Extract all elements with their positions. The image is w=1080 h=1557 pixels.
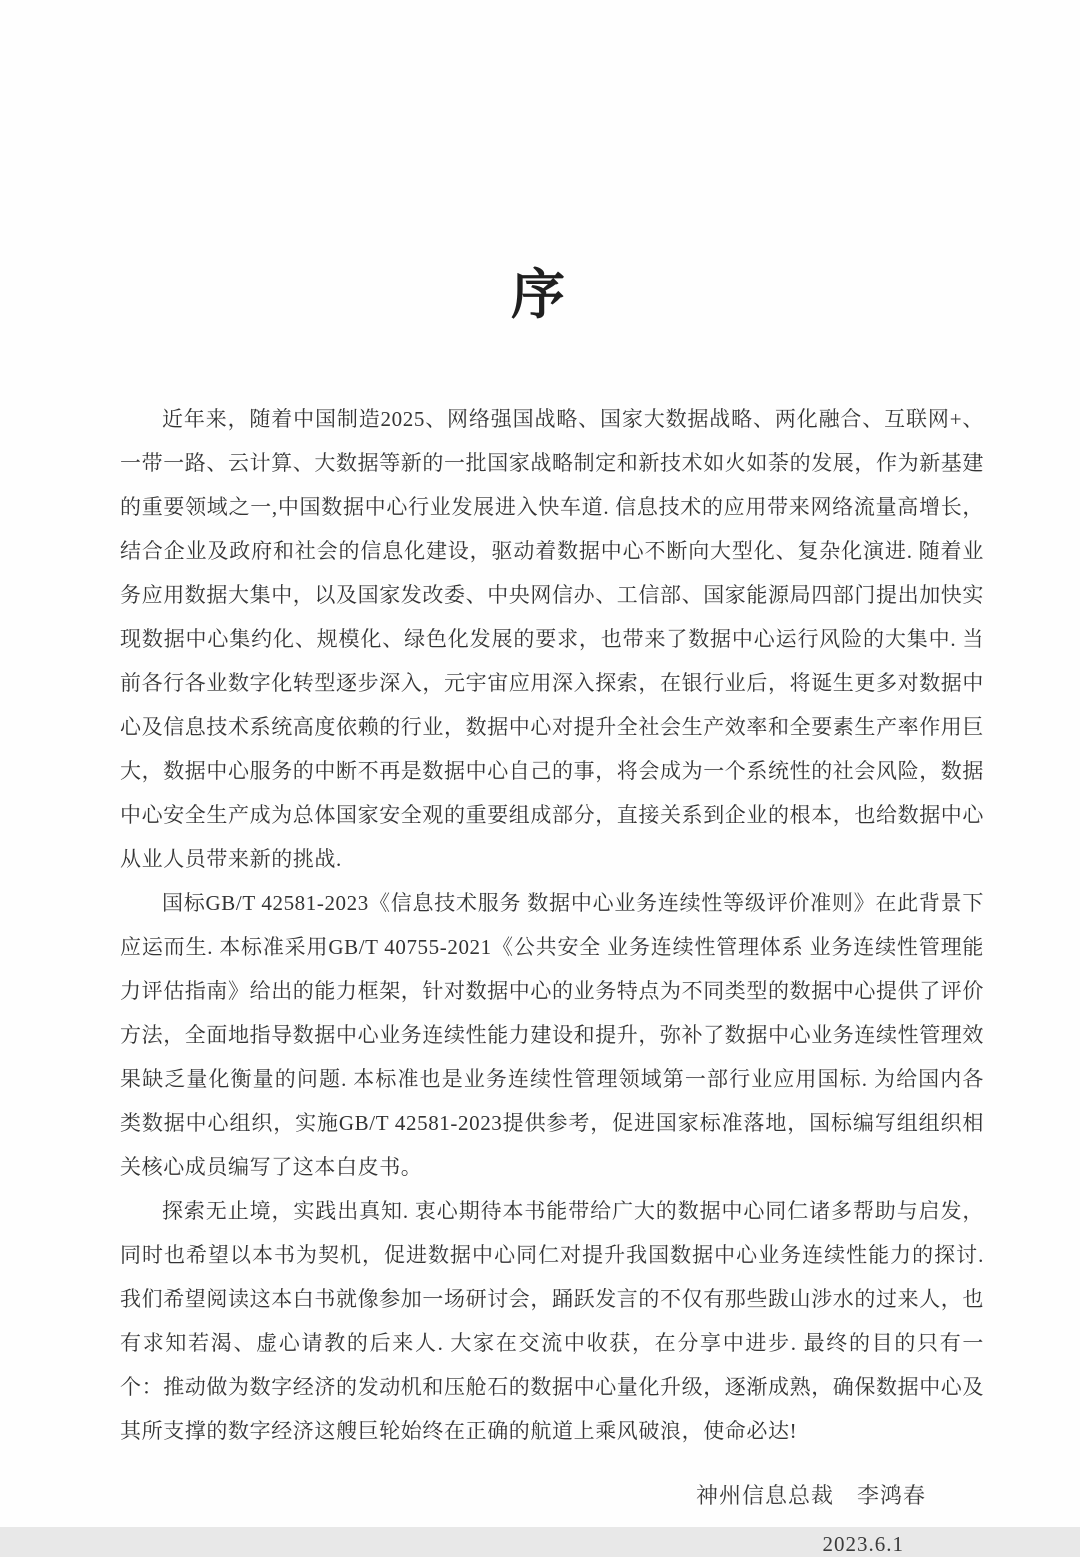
signature-name: 神州信息总裁 李鸿春 xyxy=(695,1483,926,1508)
paragraph-2: 国标GB/T 42581-2023《信息技术服务 数据中心业务连续性等级评价准则》在此背景下应运而生. 本标准采用GB/T 40755-2021《公共安全 业务连续性管理体系 业务连续性管理能力评估指南》给出的能力框架，针对数据中心的业务特点为不同类型的数据中心提供了评价方法，全面地指导数据中心业务连续性能力建设和提升，弥补了数据中心业务连续性管理效果缺乏量化衡量的问题. 本标准也是业务连续性管理领域第一部行业应用国标. 为给国内各类数据中心组织，实施GB/T 42581-2023提供参考，促进国家标准落地，国标编写组组织相关核心成员编写了这本白皮书。 xyxy=(120,891,984,1179)
page-title: 序 xyxy=(511,265,569,325)
paragraph-3: 探索无止境，实践出真知. 衷心期待本书能带给广大的数据中心同仁诸多帮助与启发，同时也希望以本书为契机，促进数据中心同仁对提升我国数据中心业务连续性能力的探讨. 我们希望阅读这本白书就像参加一场研讨会，踊跃发言的不仅有那些跋山涉水的过来人，也有求知若渴、虚心请教的后来人. 大家在交流中收获，在分享中进步. 最终的目的只有一个：推动做为数字经济的发动机和压舱石的数据中心量化升级，逐渐成熟，确保数据中心及其所支撑的数字经济这艘巨轮始终在正确的航道上乘风破浪，使命必达! xyxy=(120,1199,984,1443)
paragraph-1: 近年来，随着中国制造2025、网络强国战略、国家大数据战略、两化融合、互联网+、一带一路、云计算、大数据等新的一批国家战略制定和新技术如火如荼的发展，作为新基建的重要领域之一,中国数据中心行业发展进入快车道. 信息技术的应用带来网络流量高增长，结合企业及政府和社会的信息化建设，驱动着数据中心不断向大型化、复杂化演进. 随着业务应用数据大集中，以及国家发改委、中央网信办、工信部、国家能源局四部门提出加快实现数据中心集约化、规模化、绿色化发展的要求，也带来了数据中心运行风险的大集中. 当前各行各业数字化转型逐步深入，元宇宙应用深入探索，在银行业后，将诞生更多对数据中心及信息技术系统高度依赖的行业，数据中心对提升全社会生产效率和全要素生产率作用巨大，数据中心服务的中断不再是数据中心自己的事，将会成为一个系统性的社会风险，数据中心安全生产成为总体国家安全观的重要组成部分，直接关系到企业的根本，也给数据中心从业人员带来新的挑战. xyxy=(120,407,984,871)
signature-date: 2023.6.1 xyxy=(822,1532,904,1556)
preface-body xyxy=(120,397,984,1453)
signature-block xyxy=(120,1479,984,1557)
